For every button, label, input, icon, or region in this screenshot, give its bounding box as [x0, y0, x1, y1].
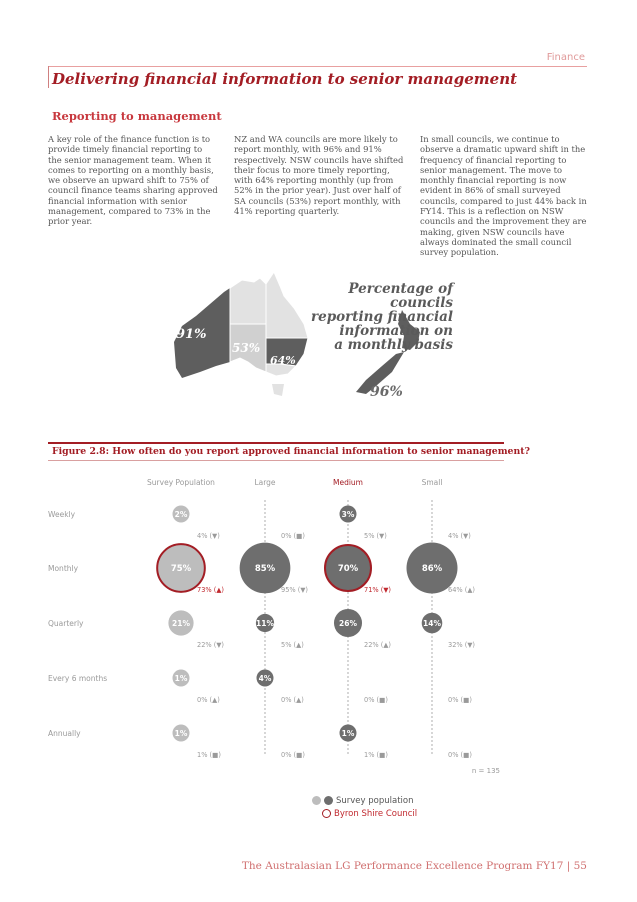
column-header: Survey Population [147, 478, 215, 487]
column-header: Medium [333, 478, 363, 487]
subheading: Reporting to management [52, 109, 222, 123]
prior-year-value: 22% (▼) [197, 641, 224, 649]
figure-title: Figure 2.8: How often do you report approved financial information to senior management? [52, 446, 530, 457]
body-column-3: In small councils, we continue to observe a dramatic upward shift in the frequency of financial reporting to senior management. The move to monthly financial reporting is now evident in 86% of small surveyed councils, compared to just 44% back in FY14. This is a reflection on NSW councils and the improvement they are making, given NSW councils have always dominated the small council survey population. [420, 134, 587, 258]
map-caption-line: a monthly basis [334, 337, 453, 353]
prior-year-value: 32% (▼) [448, 641, 475, 649]
legend-survey [312, 794, 417, 807]
column-header: Small [421, 478, 443, 487]
figure-rule-top [48, 442, 504, 444]
column-header: Large [254, 478, 276, 487]
map-label-nsw: 64% [270, 354, 296, 367]
bubble-label: 26% [339, 619, 357, 628]
map-caption-line: reporting financial [311, 309, 453, 325]
map-tas [272, 384, 284, 396]
prior-year-value: 73% (▲) [197, 586, 224, 594]
footer: The Australasian LG Performance Excellence Program FY17 | 55 [241, 860, 587, 872]
prior-year-value: 0% (■) [448, 696, 472, 704]
prior-year-value: 0% (■) [364, 696, 388, 704]
bubble-label: 11% [256, 619, 274, 628]
prior-year-value: 0% (▲) [281, 696, 304, 704]
header-rule [48, 66, 587, 67]
byron-ring-icon [322, 809, 331, 818]
bubble-label: 86% [421, 564, 443, 574]
bubble-label: 1% [174, 674, 188, 683]
prior-year-value: 5% (▲) [281, 641, 304, 649]
prior-year-value: 4% (▼) [197, 532, 220, 540]
bubble-label: 1% [174, 729, 188, 738]
bubble-label: 1% [341, 729, 355, 738]
bubble-label: 85% [254, 564, 276, 574]
prior-year-value: 0% (▲) [197, 696, 220, 704]
prior-year-value: 1% (■) [197, 751, 221, 759]
body-column-1: A key role of the finance function is to provide timely financial reporting to the senior management team. When it comes to reporting on a monthly basis, we observe an upward shift to 75% of council finance teams sharing approved financial information with senior management, compared to 73% in the prior year. [48, 134, 218, 227]
prior-year-value: 0% (■) [281, 532, 305, 540]
header-tick [48, 66, 49, 88]
bubble-label: 4% [258, 674, 272, 683]
prior-year-value: 4% (▼) [448, 532, 471, 540]
row-label: Weekly [48, 510, 76, 519]
bubble-label: 14% [423, 619, 441, 628]
map-caption-line: information on [339, 323, 453, 339]
row-label: Quarterly [48, 619, 84, 628]
prior-year-value: 95% (▼) [281, 586, 308, 594]
bubble-chart [0, 470, 637, 790]
prior-year-value: 0% (■) [281, 751, 305, 759]
figure-rule-bottom [48, 460, 504, 461]
bubble-label: 2% [174, 510, 188, 519]
map-label-wa: 91% [176, 327, 207, 342]
legend [312, 794, 417, 820]
map-label-nz: 96% [370, 384, 403, 400]
prior-year-value: 0% (■) [448, 751, 472, 759]
sample-size-label: n = 135 [471, 767, 500, 775]
body-column-2: NZ and WA councils are more likely to report monthly, with 96% and 91% respectively. NSW councils have shifted their focus to more timely reporting, with 64% reporting monthly (up from 52% in the prior year). Just over half of SA councils (53%) report monthly, with 41% reporting quarterly. [234, 134, 404, 217]
bubble-label: 3% [341, 510, 355, 519]
section-label: Finance [546, 52, 585, 63]
prior-year-value: 1% (■) [364, 751, 388, 759]
map-caption [300, 282, 453, 352]
bubble-label: 21% [172, 619, 190, 628]
page-title: Delivering financial information to senior management [52, 70, 518, 88]
legend-survey-label: Survey population [336, 795, 414, 806]
bubble-label: 75% [170, 564, 192, 574]
map-nt [230, 278, 266, 324]
bubble-label: 70% [337, 564, 359, 574]
survey-swatch-icon [312, 796, 321, 805]
legend-byron [312, 807, 417, 820]
group-swatch-icon [324, 796, 333, 805]
map-label-sa: 53% [232, 341, 261, 355]
legend-byron-label: Byron Shire Council [334, 808, 418, 819]
prior-year-value: 64% (▲) [448, 586, 475, 594]
row-label: Monthly [48, 564, 79, 573]
map-caption-line: Percentage of councils [348, 281, 453, 311]
row-label: Every 6 months [48, 674, 108, 683]
prior-year-value: 22% (▲) [364, 641, 391, 649]
prior-year-value: 5% (▼) [364, 532, 387, 540]
prior-year-value: 71% (▼) [364, 586, 391, 594]
row-label: Annually [48, 729, 81, 738]
